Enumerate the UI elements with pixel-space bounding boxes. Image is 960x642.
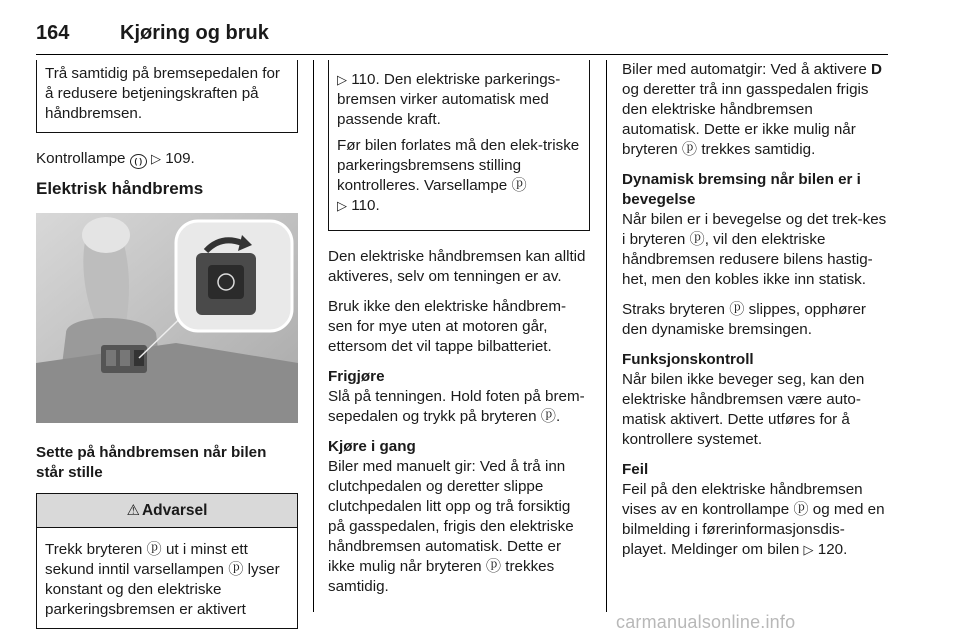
subsection-heading: Funksjonskontroll bbox=[622, 351, 754, 368]
reference-arrow-icon: ▷ bbox=[337, 72, 347, 87]
warning-body: Trekk bryteren ⓟ ut i minst ett sekund inntil varsellampen ⓟ lyser konstant og den elektriske parkeringsbremsen er aktivert bbox=[45, 541, 280, 618]
column-1 bbox=[36, 60, 298, 629]
column-3 bbox=[622, 60, 888, 570]
page-reference[interactable]: 109. bbox=[165, 150, 195, 167]
column-2 bbox=[328, 60, 590, 607]
page-reference[interactable]: 120. bbox=[817, 541, 848, 558]
paragraph-text: Feil på den elektriske håndbremsen vises av en kontrollampe ⓟ og med en bilmelding i førerinformasjonsdis-playet. Meldinger om bilen bbox=[622, 481, 885, 558]
paragraph bbox=[622, 60, 888, 160]
warning-header bbox=[37, 494, 297, 528]
note-text: Trå samtidig på bremsepedalen for å redusere betjeningskraften på håndbremsen. bbox=[45, 65, 280, 122]
subsection-heading: Kjøre i gang bbox=[328, 438, 416, 455]
page-reference[interactable]: 110. bbox=[351, 197, 380, 214]
subsection-heading: Feil bbox=[622, 461, 649, 478]
paragraph: Når bilen er i bevegelse og det trek-kes i bryteren ⓟ, vil den elektriske håndbremsen redusere bilens hastig-het, men den kobles ikke inn statisk. bbox=[622, 211, 887, 288]
note-paragraph bbox=[337, 70, 581, 130]
paragraph: Slå på tenningen. Hold foten på brem-sepedalen og trykk på bryteren ⓟ. bbox=[328, 388, 585, 425]
paragraph bbox=[622, 480, 888, 560]
watermark: carmanualsonline.info bbox=[616, 612, 796, 632]
reference-arrow-icon: ▷ bbox=[803, 542, 814, 557]
warning-title: Advarsel bbox=[141, 502, 208, 519]
paragraph: Bruk ikke den elektriske håndbrem-sen for mye uten at motoren går, ettersom det vil tappe bilbatteriet. bbox=[328, 298, 567, 355]
paragraph: Når bilen ikke beveger seg, kan den elektriske håndbremsen være auto-matisk aktivert. Dette utføres for å kontrollere systemet. bbox=[622, 371, 865, 448]
kontroll-label: Kontrollampe bbox=[36, 150, 126, 167]
paragraph: Den elektriske håndbremsen kan alltid aktiveres, selv om tenningen er av. bbox=[328, 248, 586, 285]
subsection-heading: Frigjøre bbox=[328, 368, 385, 385]
note-paragraph bbox=[337, 136, 581, 216]
page-header bbox=[36, 20, 888, 55]
note-text: 110. Den elektriske parkerings-bremsen virker automatisk med passende kraft. bbox=[337, 71, 561, 128]
note-box bbox=[36, 60, 298, 133]
reference-arrow-icon: ▷ bbox=[337, 198, 347, 213]
note-box bbox=[328, 60, 590, 231]
subsection-heading: Sette på håndbremsen når bilen står stille bbox=[36, 444, 267, 481]
column-divider bbox=[606, 60, 607, 612]
chapter-title: Kjøring og bruk bbox=[120, 22, 269, 44]
paragraph: Straks bryteren ⓟ slippes, opphører den dynamiske bremsingen. bbox=[622, 301, 866, 338]
subsection-heading: Dynamisk bremsing når bilen er i bevegelse bbox=[622, 171, 861, 208]
paragraph-text: og deretter trå inn gasspedalen frigis den elektriske håndbremsen automatisk. Dette er ikke mulig når bryteren ⓟ trekkes samtidig. bbox=[622, 81, 869, 158]
page-number: 164 bbox=[36, 22, 70, 44]
note-text: Før bilen forlates må den elek-triske parkeringsbremsens stilling kontrolleres. Varsellampe ⓟ bbox=[337, 137, 580, 194]
warning-lamp-icon: ( ) bbox=[130, 154, 147, 169]
paragraph-text: Biler med automatgir: Ved å aktivere bbox=[622, 61, 867, 78]
reference-arrow-icon: ▷ bbox=[150, 151, 161, 166]
warning-triangle-icon: ⚠ bbox=[126, 502, 140, 519]
column-divider bbox=[313, 60, 314, 612]
warning-box bbox=[36, 493, 298, 629]
parking-brake-figure bbox=[36, 213, 298, 423]
section-heading: Elektrisk håndbrems bbox=[36, 179, 204, 198]
gear-position: D bbox=[871, 61, 883, 78]
paragraph: Biler med manuelt gir: Ved å trå inn clutchpedalen og deretter slippe clutchpedalen litt opp og trå forsiktig på gasspedalen, frigis den elektriske håndbremsen automatisk. Dette er ikke mulig når bryteren ⓟ trekkes samtidig. bbox=[328, 458, 574, 595]
kontroll-line bbox=[36, 149, 298, 169]
parking-brake-illustration bbox=[36, 213, 298, 423]
